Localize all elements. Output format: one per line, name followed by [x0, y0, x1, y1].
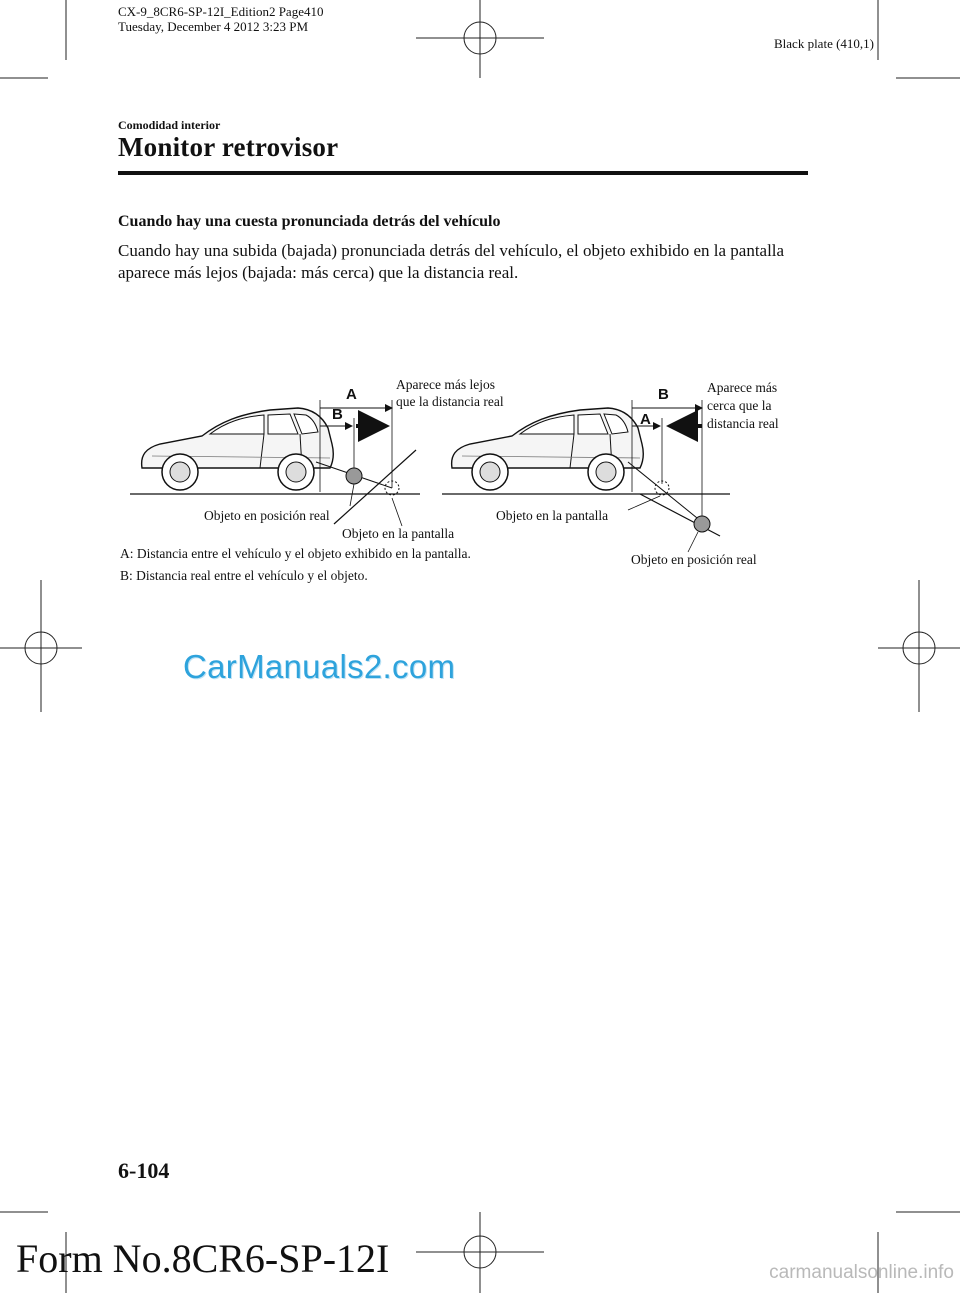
note-left — [396, 376, 504, 410]
print-info — [118, 4, 323, 34]
note-left-line2: que la distancia real — [396, 394, 504, 409]
page-title: Monitor retrovisor — [118, 132, 339, 162]
label-a-left: A — [346, 386, 357, 403]
note-right — [707, 379, 779, 433]
label-real-right: Objeto en posición real — [631, 552, 757, 567]
subheading: Cuando hay una cuesta pronunciada detrás del vehículo — [118, 213, 501, 230]
body-paragraph: Cuando hay una subida (bajada) pronunciada detrás del vehículo, el objeto exhibido en la pantalla aparece más lejos (bajada: más cerca) que la distancia real. — [118, 241, 785, 282]
plate-info: Black plate (410,1) — [774, 36, 874, 51]
note-right-line3: distancia real — [707, 416, 779, 431]
legend-a: A: Distancia entre el vehículo y el objeto exhibido en la pantalla. — [120, 546, 471, 561]
print-info-date: Tuesday, December 4 2012 3:23 PM — [118, 19, 309, 34]
label-screen-right: Objeto en la pantalla — [496, 508, 609, 523]
note-left-line1: Aparece más lejos — [396, 377, 495, 392]
note-right-line1: Aparece más — [707, 380, 778, 395]
print-info-file: CX-9_8CR6-SP-12I_Edition2 Page410 — [118, 4, 324, 19]
right-panel — [442, 400, 730, 552]
label-a-right: A — [640, 411, 651, 428]
site-watermark: carmanualsonline.info — [769, 1262, 954, 1283]
watermark-logo: CarManuals2.com — [183, 648, 456, 685]
title-rule — [118, 171, 808, 175]
label-real-left: Objeto en posición real — [204, 508, 330, 523]
legend-b: B: Distancia real entre el vehículo y el objeto. — [120, 568, 368, 583]
note-right-line2: cerca que la — [707, 398, 772, 413]
car-icon-left — [142, 408, 334, 490]
form-number: Form No.8CR6-SP-12I — [16, 1236, 390, 1281]
page-number: 6-104 — [118, 1158, 170, 1183]
real-object-icon-right — [694, 516, 710, 532]
section-name: Comodidad interior — [118, 118, 221, 132]
car-icon-right — [452, 408, 644, 490]
real-object-icon-left — [346, 468, 362, 484]
label-b-left: B — [332, 406, 343, 423]
label-b-right: B — [658, 386, 669, 403]
label-screen-left: Objeto en la pantalla — [342, 526, 455, 541]
